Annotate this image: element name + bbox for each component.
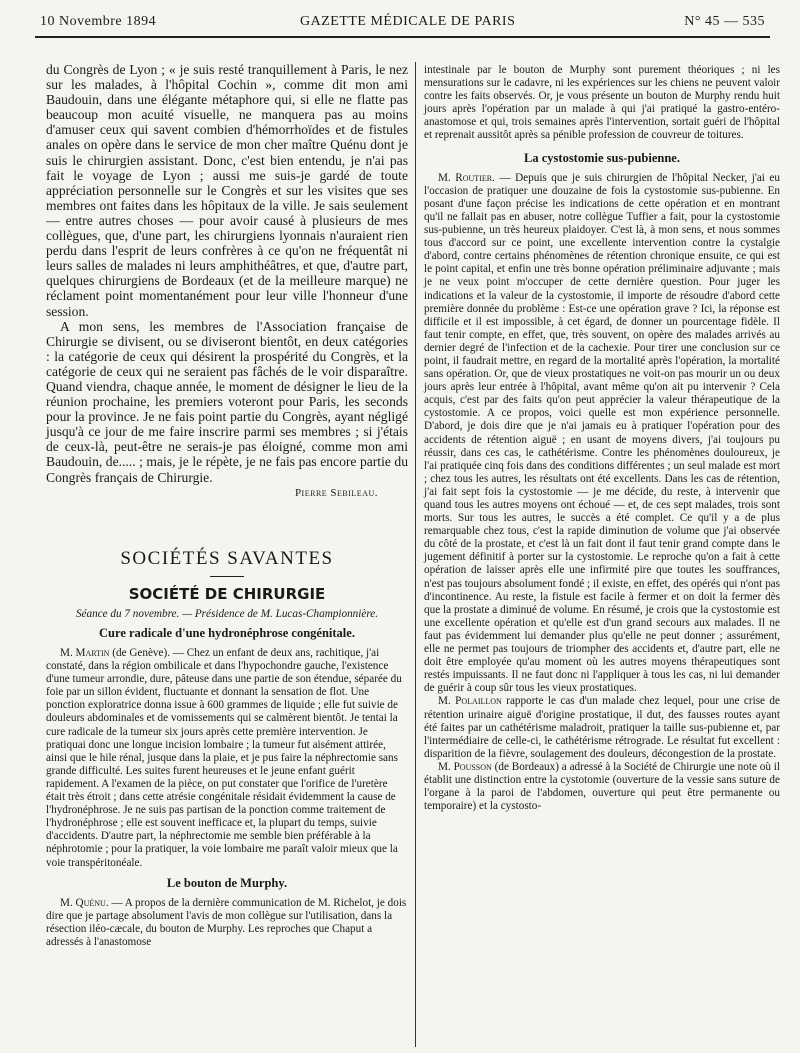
society-title: SOCIÉTÉ DE CHIRURGIE <box>128 585 326 603</box>
routier-text: — Depuis que je suis chirurgien de l'hôpital Necker, j'ai eu l'occasion de pratiquer une douzaine de fois la cystostomie sus-pubienne. En posant d'une façon précise les indications de cette opération et en montrant qu'il ne fallait pas en abuser, notre collègue Tuffier a fait, pour la cystostomie sus-pubienne, un très heureux plaidoyer. C'est là, à mon sens, et nous sommes tous d'accord sur ce point, une excellente intervention contre la cystalgie d'abord, contre certains phénomènes de rétention chronique ensuite, ce qui est le point capital, et enfin une très bonne opération préliminaire adjuvante ; mais je ne veux point m'occuper de cette dernière question. Pour juger les indications et la valeur de la cystostomie, il importe de résoudre d'abord cette première donnée du problème : Est-ce une opération grave ? Ici, la réponse est difficile et il est impossible, à cet égard, de donner un pourcentage fidèle. Il faut tenir compte, en effet, que, très souvent, on opère des malades arrivés au dernier degré de l'infection et de la cachexie. Pour tirer une conclusion sur ce point, il faudrait mettre, en regard de la mortalité après l'opération, la mortalité sans opération. Or, que de vieux prostatiques ne voit-on pas mourir un ou deux jours après leur entrée à l'hôpital, avant même qu'on ait pu intervenir ? Cela acquis, c'est par des faits qu'on peut apprécier la valeur thérapeutique de la cystostomie. A ce propos, voici quelle est mon expérience personnelle. D'abord, je dois dire que je n'ai jamais eu à pratiquer l'opération pour des accidents de rétention aiguë ; en usant de moyens divers, j'ai toujours pu réussir, dans ces cas, le cathétérisme. Contre les phénomènes douloureux, je l'ai pratiquée cinq fois dans des conditions différentes ; un seul malade est mort ; chez tous les autres, les résultats ont été excellents. Dans les cas de rétention, j'ai fait sept fois la cystostomie — je me décide, du reste, à intervenir que quand tous les autres moyens ont échoué — et, de ces sept malades, trois sont morts. Sur tous les autres, le succès a été complet. Ce qu'il y a de plus remarquable chez tous, c'est la rapide diminution de volume que j'ai observée du côté de la prostate, et c'est là un fait dont il faut tenir grand compte dans le jugement définitif à porter sur la cystostomie. Le reproche qu'on a fait à cette opération de laisser après elle une infirmité pire que toutes les souffrances, n'est pas toujours absolument fondé ; il existe, en effet, des opérés qui n'ont pas d'incontinence. Au reste, la fistule est facile à fermer et on doit la fermer dès que la prostate a diminué de volume. En résumé, je crois que la cystostomie est une excellente opération et qu'elle est d'un grand secours aux malades. Il ne faut pas évidemment lui demander plus qu'elle ne peut donner ; assurément, elle ne permet pas toujours de triompher des accidents et, d'autre part, elle ne doit être employée qu'au moment où les autres moyens thérapeutiques sont restés impuissants. Il ne faut donc ni l'appliquer à tous les cas, ni lui demander de guérir à coup sûr tous les vieux prostatiques. <box>424 171 780 695</box>
pousson-paragraph <box>424 761 780 813</box>
column-divider <box>415 62 416 1047</box>
polaillon-text: rapporte le cas d'un malade chez lequel, pour une crise de rétention urinaire aiguë d'origine prostatique, il dut, des fausses routes ayant été faites par un cathétérisme maladroit, pratiquer la taille sus-pubienne et, par l'intermédiaire de celle-ci, le cathétérisme rétrograde. Le résultat fut excellent : disparition de la fièvre, soulagement des douleurs, décongestion de la prostate. <box>424 695 780 760</box>
issue-date: 10 Novembre 1894 <box>40 14 157 29</box>
quenu-paragraph <box>46 897 408 949</box>
issue-page-number: N° 45 — 535 <box>684 14 765 29</box>
martin-text: (de Genève). — Chez un enfant de deux ans, rachitique, j'ai constaté, dans la région ombilicale et dans l'hypochondre gauche, l'existence d'une tumeur arrondie, dure, pâteuse dans une partie de son étendue, séparée du foie par un sillon évident, fluctuante et donnant la sensation de flot. Une ponction exploratrice donna issue à 600 grammes de liquide ; elle fut suivie de douleurs abdominales et de vomissements qui se calmèrent bientôt. Je tentai la cure radicale de la tumeur six jours après cette première intervention. Je pratiquai donc une longue incision lombaire ; la tumeur fut aisément attirée, ainsi que le hile rénal, jusque dans la plaie, et je pus faire la néphrectomie sans grande difficulté. Les suites furent heureuses et le jeune enfant guérit rapidement. A l'examen de la pièce, on put constater que l'orifice de l'uretère était très étroit ; dans cette atrésie congénitale résidait évidemment la cause de l'hydronéphrose. Je ne suis pas partisan de la ponction comme traitement de l'hydronéphrose ; elle est souvent inefficace et, la plupart du temps, suivie d'accidents. D'autre part, la néphrectomie me semble bien préférable à la néphrotomie ; pour la pratiquer, la voie lombaire me paraît valoir mieux que la voie transpéritonéale. <box>46 647 402 869</box>
journal-title: GAZETTE MÉDICALE DE PARIS <box>300 14 516 29</box>
speaker-polaillon: M. Polaillon <box>438 695 502 708</box>
subhead-cystostomie: La cystostomie sus-pubienne. <box>524 150 680 165</box>
section-title: SOCIÉTÉS SAVANTES <box>120 548 334 569</box>
left-column <box>46 62 408 501</box>
speaker-quenu: M. Quénu. <box>60 896 109 909</box>
martin-paragraph <box>46 647 408 870</box>
societes-section <box>46 548 408 949</box>
polaillon-paragraph <box>424 695 780 760</box>
subhead-hydronephrose: Cure radicale d'une hydronéphrose congénitale. <box>99 626 355 640</box>
page-header <box>40 14 765 38</box>
speaker-pousson: M. Pousson <box>438 760 492 773</box>
right-column <box>424 64 780 813</box>
section-rule <box>210 576 244 577</box>
routier-paragraph <box>424 172 780 696</box>
pousson-text: (de Bordeaux) a adressé à la Société de Chirurgie une note où il établit une distinction entre la cystotomie (ouverture de la vessie sans suture de l'organe à la paroi de l'abdomen, ouverture qui peut être permanente ou temporaire) et la cystosto- <box>424 760 780 813</box>
quenu-text: — A propos de la dernière communication de M. Richelot, je dois dire que je partage absolument l'avis de mon collègue sur l'utilisation, dans la résection iléo-cæcale, du bouton de Murphy. Les reproches que Chaput a adressés à l'anastomose <box>46 896 407 948</box>
left-paragraph-2: A mon sens, les membres de l'Association française de Chirurgie se divisent, ou se diviseront bientôt, en deux catégories : la catégorie de ceux qui désirent la prospérité du Congrès, et la catégorie de ceux qui ne seraient pas fâchés de le voir disparaître. Quand viendra, chaque année, le moment de désigner le lieu de la réunion prochaine, les premiers voteront pour Paris, les seconds pour la province. Je ne fais point partie du Congrès, ayant négligé jusqu'à ce jour de me faire inscrire parmi ses membres ; si j'étais de ceux-là, peut-être ne serais-je pas éloigné, comme mon ami Baudouin, de..... ; mais, je le répète, je ne fais pas encore partie du Congrès français de Chirurgie. <box>46 318 408 485</box>
subhead-murphy: Le bouton de Murphy. <box>166 875 288 890</box>
header-rule <box>35 36 770 38</box>
speaker-routier: M. Routier. <box>438 171 495 184</box>
session-line: Séance du 7 novembre. — Présidence de M. Lucas-Championnière. <box>75 608 379 620</box>
author-signature: Pierre Sebileau. <box>294 486 378 499</box>
left-paragraph-1: du Congrès de Lyon ; « je suis resté tranquillement à Paris, le nez sur les malades, à l'hôpital Cochin », comme dit mon ami Baudouin, dans une élégante métaphore qui, si elle ne flatte pas beaucoup mon acuité visuelle, ne manquera pas au moins d'amuser ceux qui savent combien d'hémorrhoïdes et de fistules anales on opère dans le service de mon cher maître Quénu dont je suis le chirurgien assistant. Donc, c'est bien entendu, je n'ai pas fait le voyage de Lyon ; aussi me suis-je gardé de toute appréciation personnelle sur le Congrès et sur les visites que ses membres ont faites dans les hôpitaux de la ville. Je sais seulement — entre autres choses — pour avoir causé à plusieurs de mes collègues, que, d'une part, les chirurgiens lyonnais n'auraient rien perdu dans l'esprit de leurs confrères à ce qu'on ne fréquentât ni leurs salles de malades ni leurs amphithéâtres, et que, d'autre part, quelques chirurgiens de Bordeaux (et de la meilleure marque) ne réclament point momentanément pour leur ville l'honneur d'une session. <box>46 62 408 319</box>
speaker-martin: M. Martin <box>60 647 110 659</box>
quenu-continued: intestinale par le bouton de Murphy sont purement théoriques ; ni les mensurations sur le cadavre, ni les expériences sur les chiens ne peuvent valoir contre les faits observés. Or, je vous présente un bouton de Murphy rendu huit jours après l'opération par un malade à qui j'ai pratiqué la gastro-entéro-anastomose et qui, trois semaines après l'intervention, sortait guéri de l'hôpital et reprenait aussitôt après sa pénible profession de couvreur de toitures. <box>424 64 780 142</box>
